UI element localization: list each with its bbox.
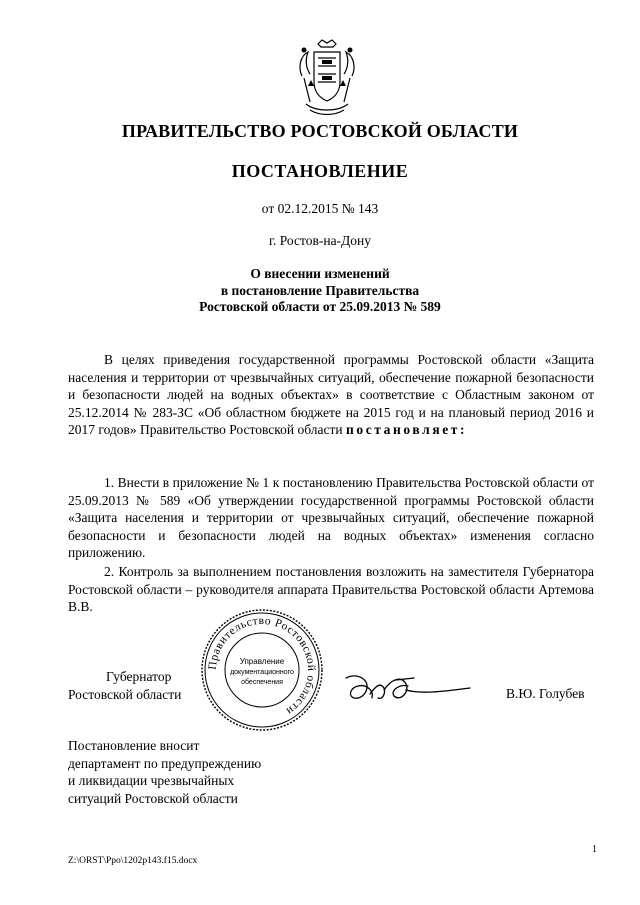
svg-text:Правительство Ростовской облас [207, 615, 317, 717]
department-line: ситуаций Ростовской области [68, 790, 238, 806]
coat-of-arms-emblem [296, 38, 358, 118]
preamble-paragraph [68, 351, 594, 439]
item-2-text: 2. Контроль за выполнением постановления возложить на заместителя Губернатора Ростовской области – руководителя аппарата Правительства Ростовской области Артемова В.В. [68, 564, 594, 614]
decree-subject [0, 266, 640, 316]
decree-item-1 [68, 474, 594, 562]
subject-line: в постановление Правительства [220, 282, 420, 298]
file-path: Z:\ORST\Ppo\1202p143.f15.docx [68, 856, 198, 866]
signatory-title [68, 668, 181, 703]
signatory-title-line: Губернатор [106, 669, 172, 684]
government-title: ПРАВИТЕЛЬСТВО РОСТОВСКОЙ ОБЛАСТИ [121, 121, 519, 141]
department-line: департамент по предупреждению [68, 755, 262, 771]
subject-line: Ростовской области от 25.09.2013 № 589 [199, 299, 441, 314]
department-line: и ликвидации чрезвычайных [68, 773, 235, 788]
stamp-center-line: Управление [239, 657, 285, 666]
subject-line: О внесении изменений [250, 266, 390, 281]
decree-date-number: от 02.12.2015 № 143 [261, 201, 379, 216]
page-number: 1 [592, 844, 597, 855]
signatory-name: В.Ю. Голубев [506, 686, 585, 701]
resolve-word: постановляет: [345, 422, 468, 437]
signatory-title-line: Ростовской области [68, 686, 182, 702]
department-line: Постановление вносит [68, 738, 200, 753]
document-type: ПОСТАНОВЛЕНИЕ [231, 161, 409, 181]
handwritten-signature [340, 668, 475, 708]
city-line: г. Ростов-на-Дону [268, 233, 371, 248]
decree-item-2 [68, 563, 594, 616]
stamp-center-line: документационного [230, 669, 294, 676]
preamble-text: В целях приведения государственной программы Ростовской области «Защита населения и территории от чрезвычайных ситуаций, обеспечение пожарной безопасности и безопасности людей на водных объектах» в соответствие с Областным законом от 25.12.2014 № 283-ЗС «Об областном бюджете на 2015 год и на плановый период 2016 и 2017 годов» Правительство Ростовской области [68, 352, 594, 437]
stamp-ring-text: Правительство Ростовской области [206, 614, 318, 718]
submitting-department [68, 737, 261, 807]
stamp-center-line: обеспечения [241, 679, 283, 686]
official-stamp [200, 608, 324, 732]
item-1-text: 1. Внести в приложение № 1 к постановлению Правительства Ростовской области от 25.09.2013 № 589 «Об утверждении государственной программы Ростовской области «Защита населения и территории от чрезвычайных ситуаций, обеспечение пожарной безопасности и безопасности людей на водных объектах» изменения согласно приложению. [68, 475, 594, 560]
